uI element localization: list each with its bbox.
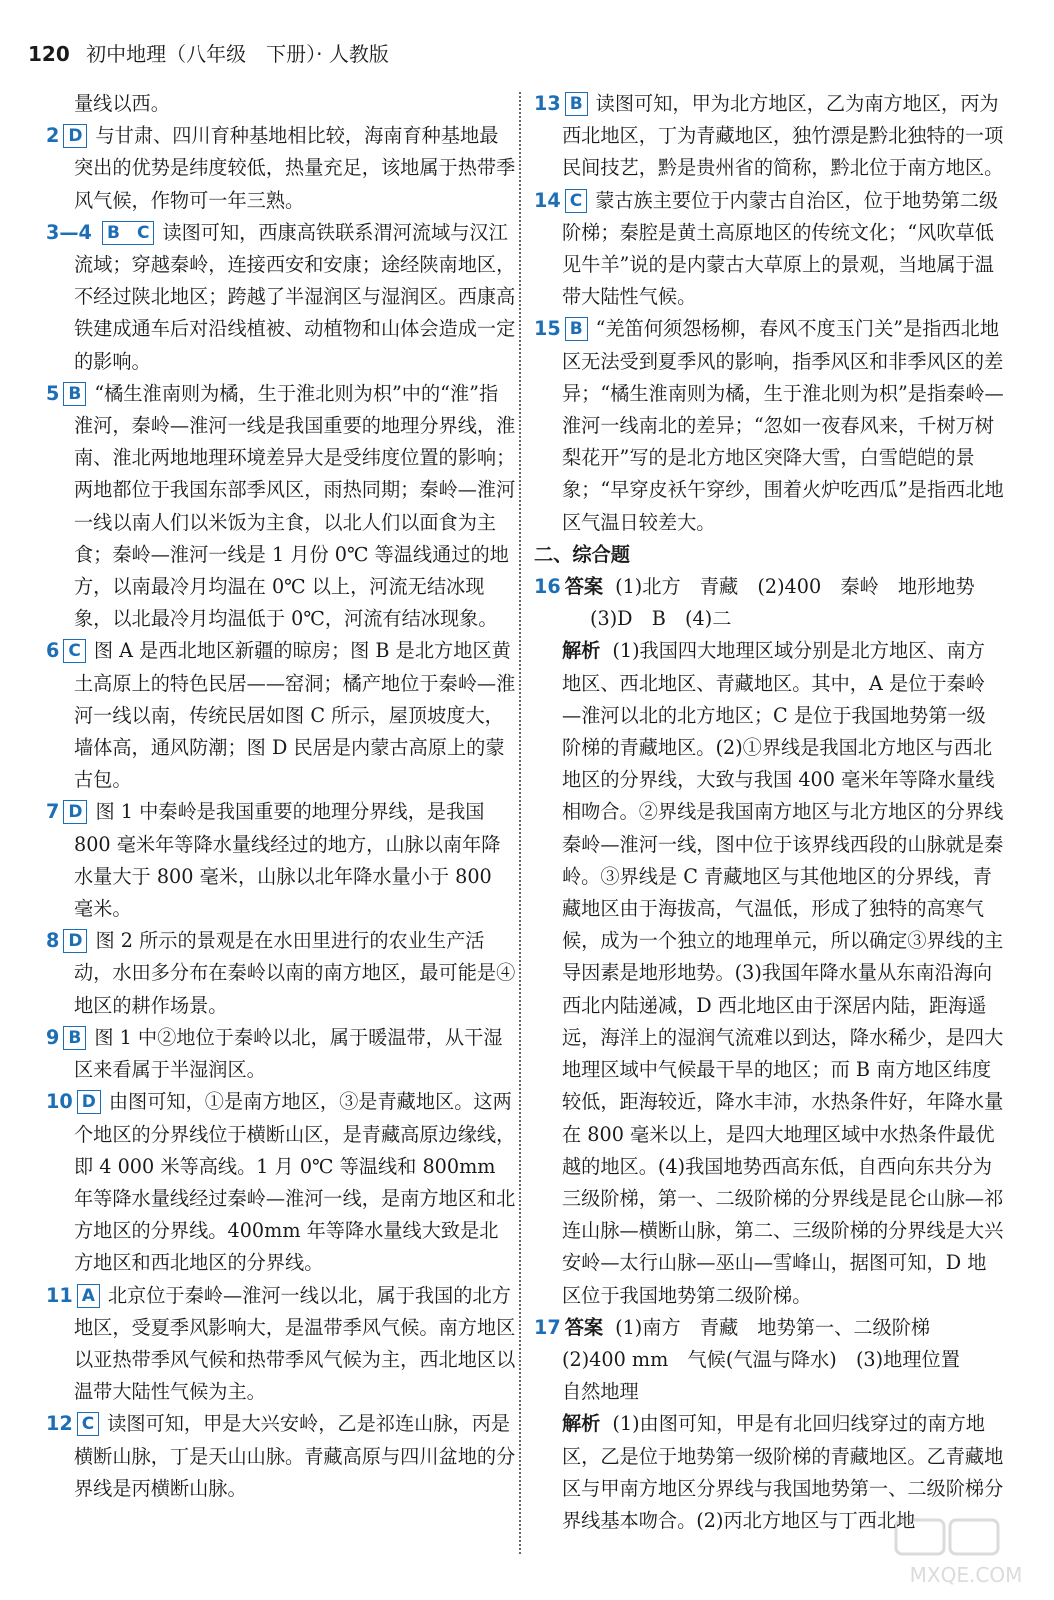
explanation-text: 北京位于秦岭—淮河一线以北，属于我国的北方地区，受夏季风影响大，是温带季风气候。南方地区以亚热带季风气候和热带季风气候为主，西北地区以温带大陆性气候为主。 bbox=[74, 1283, 516, 1404]
answer-item-7 bbox=[46, 796, 516, 925]
answer-label: 答案 bbox=[564, 1315, 604, 1339]
answer-line: (2)400 mm 气候(气温与降水) (3)地理位置 bbox=[562, 1347, 960, 1371]
question-number: 12 bbox=[46, 1412, 73, 1436]
answer-box: B bbox=[565, 317, 588, 341]
answer-item-16 bbox=[534, 571, 1004, 1312]
answer-item-12 bbox=[46, 1408, 516, 1505]
analysis-text: (1)由图可知，甲是有北回归线穿过的南方地区，乙是位于地势第一级阶梯的青藏地区。乙青藏地区与甲南方地区分界线与我国地势第一、二级阶梯分界线基本吻合。(2)丙北方地区与丁西北地 bbox=[562, 1412, 1004, 1532]
answer-line: (1)北方 青藏 (2)400 秦岭 地形地势 bbox=[615, 575, 975, 599]
question-number: 3—4 bbox=[46, 220, 92, 244]
answer-item-11 bbox=[46, 1280, 516, 1409]
question-number: 13 bbox=[534, 92, 561, 115]
page-header bbox=[28, 36, 389, 72]
explanation-text: 图 1 中秦岭是我国重要的地理分界线，是我国 800 毫米年等降水量线经过的地方，山脉以南年降水量大于 800 毫米，山脉以北年降水量小于 800 毫米。 bbox=[74, 800, 501, 921]
answer-box: D bbox=[63, 124, 87, 148]
explanation-text: 读图可知，甲为北方地区，乙为南方地区，丙为西北地区，丁为青藏地区，独竹漂是黔北独特的一项民间技艺，黔是贵州省的简称，黔北位于南方地区。 bbox=[562, 92, 1004, 180]
explanation-text: 图 A 是西北地区新疆的晾房；图 B 是北方地区黄土高原上的特色民居——窑洞；橘产地位于秦岭—淮河一线以南，传统民居如图 C 所示，屋顶坡度大，墙体高，通风防潮；图 D 民居是内蒙古高原上的蒙古包。 bbox=[74, 639, 516, 792]
book-title: 初中地理（八年级 下册）· 人教版 bbox=[86, 42, 389, 66]
watermark-text: MXQE.COM bbox=[909, 1563, 1023, 1587]
answer-box: D bbox=[77, 1090, 101, 1114]
question-number: 16 bbox=[534, 575, 561, 599]
answer-item-14 bbox=[534, 185, 1004, 314]
answer-line: 自然地理 bbox=[562, 1380, 639, 1404]
explanation-text: 与甘肃、四川育种基地相比较，海南育种基地最突出的优势是纬度较低，热量充足，该地属于热带季风气候，作物可一年三熟。 bbox=[74, 124, 516, 212]
answer-item-5 bbox=[46, 378, 516, 636]
explanation-text: 由图可知，①是南方地区，③是青藏地区。这两个地区的分界线位于横断山区，是青藏高原边缘线，即 4 000 米等高线。1 月 0℃ 等温线和 800mm 年等降水量线经过秦岭—淮河一线，是南方地区和北方地区的分界线。400mm 年等降水量线大致是北方地区和西北地区的分界线。 bbox=[74, 1090, 516, 1275]
answer-line: (1)南方 青藏 地势第一、二级阶梯 bbox=[615, 1315, 931, 1339]
explanation-text: 读图可知，西康高铁联系渭河流域与汉江流域；穿越秦岭，连接西安和安康；途经陕南地区，不经过陕北地区；跨越了半湿润区与湿润区。西康高铁建成通车后对沿线植被、动植物和山体会造成一定的影响。 bbox=[74, 220, 516, 373]
watermark-logo bbox=[886, 1512, 1046, 1592]
answer-item-8 bbox=[46, 925, 516, 1022]
explanation-text: “橘生淮南则为橘，生于淮北则为枳”中的“淮”指淮河，秦岭—淮河一线是我国重要的地理分界线，淮南、淮北两地地理环境差异大是受纬度位置的影响；两地都位于我国东部季风区，雨热同期；秦岭—淮河一线以南人们以米饭为主食，以北人们以面食为主食；秦岭—淮河一线是 1 月份 0℃ 等温线通过的地方，以南最冷月均温在 0℃ 以上，河流无结冰现象，以北最冷月均温低于 0℃，河流有结冰现象。 bbox=[74, 381, 516, 631]
answer-box: C bbox=[77, 1412, 99, 1436]
analysis-text: (1)我国四大地理区域分别是北方地区、南方地区、西北地区、青藏地区。其中，A 是位于秦岭—淮河以北的北方地区；C 是位于我国地势第一级阶梯的青藏地区。(2)①界线是我国北方地区与西北地区的分界线，大致与我国 400 毫米年等降水量线相吻合。②界线是我国南方地区与北方地区的分界线秦岭—淮河一线，图中位于该界线西段的山脉就是秦岭。③界线是 C 青藏地区与其他地区的分界线，青藏地区由于海拔高，气温低，形成了独特的高寒气候，成为一个独立的地理单元，所以确定③界线的主导因素是地形地势。(3)我国年降水量从东南沿海向西北内陆递减，D 西北地区由于深居内陆，距海遥远，海洋上的湿润气流难以到达，降水稀少，是四大地理区域中气候最干旱的地区；而 B 南方地区纬度较低，距海较近，降水丰沛，水热条件好，年降水量在 800 毫米以上，是四大地理区域中水热条件最优越的地区。(4)我国地势西高东低，自西向东共分为三级阶梯，第一、二级阶梯的分界线是昆仑山脉—祁连山脉—横断山脉，第二、三级阶梯的分界线是大兴安岭—太行山脉—巫山—雪峰山，据图可知，D 地区位于我国地势第二级阶梯。 bbox=[562, 639, 1004, 1307]
question-number: 5 bbox=[46, 381, 60, 405]
explanation-text: 图 1 中②地位于秦岭以北，属于暖温带，从干湿区来看属于半湿润区。 bbox=[74, 1025, 503, 1082]
answer-item-6 bbox=[46, 635, 516, 796]
explanation-text: 图 2 所示的景观是在水田里进行的农业生产活动，水田多分布在秦岭以南的南方地区，最可能是④地区的耕作场景。 bbox=[74, 929, 516, 1017]
answer-box: C bbox=[63, 639, 85, 663]
continuation-text: 量线以西。 bbox=[74, 92, 170, 115]
section-heading: 二、综合题 bbox=[534, 542, 630, 566]
answer-box: A bbox=[77, 1284, 100, 1308]
explanation-text: 读图可知，甲是大兴安岭，乙是祁连山脉，丙是横断山脉，丁是天山山脉。青藏高原与四川盆地的分界线是丙横断山脉。 bbox=[74, 1412, 516, 1500]
answer-box: B bbox=[63, 382, 86, 406]
question-number: 17 bbox=[534, 1315, 561, 1339]
answer-item-10 bbox=[46, 1086, 516, 1279]
analysis-label: 解析 bbox=[562, 1412, 601, 1436]
answer-box: B C bbox=[102, 221, 154, 245]
question-number: 6 bbox=[46, 639, 60, 663]
answer-box: C bbox=[565, 189, 587, 213]
explanation-text: 蒙古族主要位于内蒙古自治区，位于地势第二级阶梯；秦腔是黄土高原地区的传统文化；“风吹草低见牛羊”说的是内蒙古大草原上的景观，当地属于温带大陆性气候。 bbox=[562, 188, 999, 309]
explanation-text: “羌笛何须怨杨柳，春风不度玉门关”是指西北地区无法受到夏季风的影响，指季风区和非季风区的差异；“橘生淮南则为橘，生于淮北则为枳”是指秦岭—淮河一线南北的差异；“忽如一夜春风来，千树万树梨花开”写的是北方地区突降大雪，白雪皑皑的景象；“早穿皮袄午穿纱，围着火炉吃西瓜”是指西北地区气温日较差大。 bbox=[562, 317, 1004, 534]
answer-item-17 bbox=[534, 1312, 1004, 1537]
question-number: 2 bbox=[46, 124, 60, 148]
question-number: 7 bbox=[46, 800, 60, 824]
answer-item-2 bbox=[46, 120, 516, 217]
left-column bbox=[46, 88, 516, 1505]
answer-item-13 bbox=[534, 88, 1004, 185]
question-number: 15 bbox=[534, 317, 561, 341]
question-number: 9 bbox=[46, 1025, 60, 1049]
column-divider bbox=[519, 92, 521, 1554]
answer-line: (3)D B (4)二 bbox=[590, 607, 732, 631]
page-number: 120 bbox=[28, 42, 70, 66]
answer-box: D bbox=[63, 929, 87, 953]
answer-item-9 bbox=[46, 1022, 516, 1086]
question-number: 11 bbox=[46, 1283, 73, 1307]
answer-text bbox=[46, 88, 516, 120]
answer-item-3-4 bbox=[46, 217, 516, 378]
question-number: 14 bbox=[534, 188, 561, 212]
answer-label: 答案 bbox=[564, 575, 604, 599]
question-number: 8 bbox=[46, 929, 60, 953]
right-column bbox=[534, 88, 1004, 1537]
answer-box: B bbox=[63, 1026, 86, 1050]
question-number: 10 bbox=[46, 1090, 73, 1114]
answer-box: B bbox=[565, 92, 588, 116]
analysis-label: 解析 bbox=[562, 639, 601, 663]
answer-box: D bbox=[63, 800, 87, 824]
answer-item-15 bbox=[534, 313, 1004, 538]
